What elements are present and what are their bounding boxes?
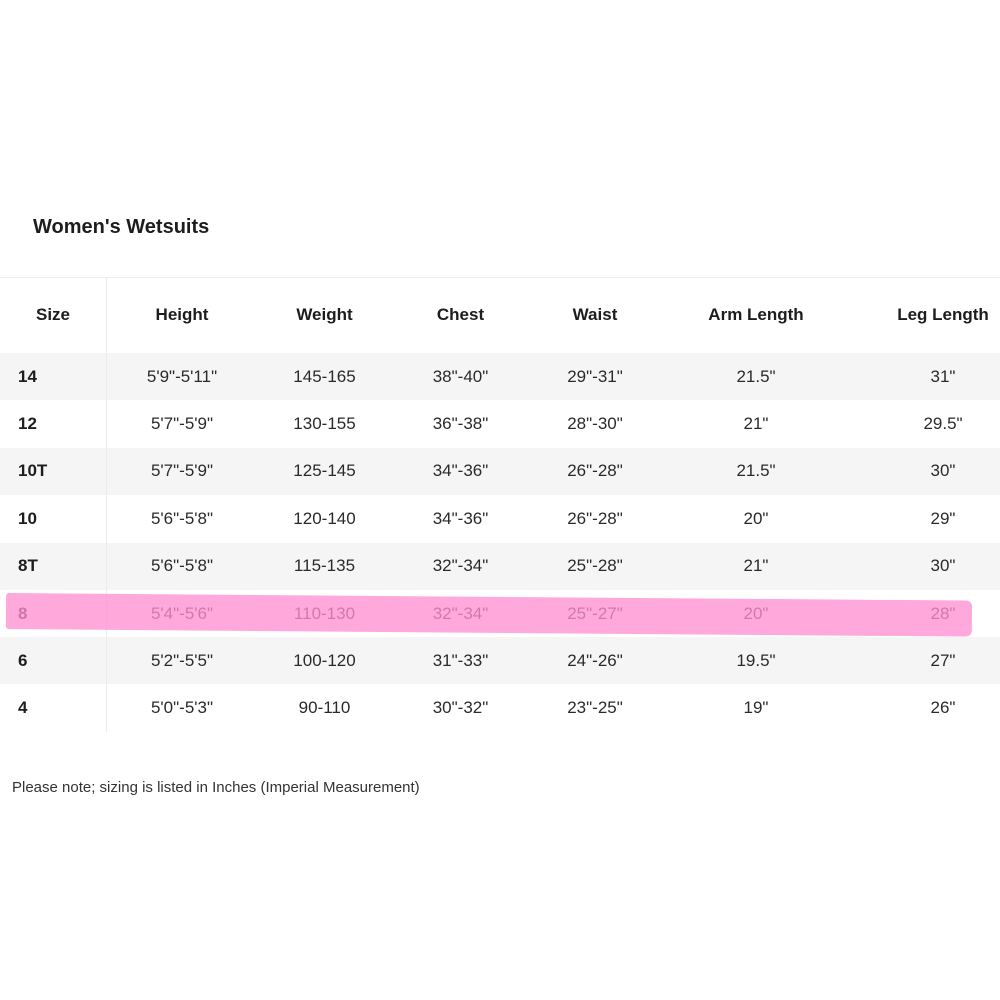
weight-cell: 100-120 <box>293 650 356 670</box>
weight-cell: 120-140 <box>293 508 356 528</box>
size-cell: 12 <box>18 413 37 433</box>
chest-cell: 32"-34" <box>432 556 489 576</box>
leg-length-cell: 30" <box>930 461 956 481</box>
leg-length-cell: 31" <box>930 366 956 386</box>
size-column-divider <box>106 277 107 732</box>
arm-length-cell: 21" <box>743 556 769 576</box>
leg-length-cell: 26" <box>930 698 956 718</box>
table-header-row <box>0 277 1000 353</box>
leg-length-cell: 27" <box>930 650 956 670</box>
height-cell: 5'2"-5'5" <box>150 650 214 670</box>
chest-cell: 34"-36" <box>432 461 489 481</box>
arm-length-cell: 21" <box>743 413 769 433</box>
arm-length-cell: 21.5" <box>736 366 776 386</box>
chest-cell: 31"-33" <box>432 650 489 670</box>
height-cell: 5'0"-5'3" <box>150 698 214 718</box>
size-cell: 6 <box>18 650 28 670</box>
leg-length-cell: 30" <box>930 556 956 576</box>
arm-length-cell: 19.5" <box>736 650 776 670</box>
waist-cell: 26"-28" <box>567 461 623 481</box>
weight-cell: 125-145 <box>293 461 356 481</box>
column-header-height: Height <box>155 305 209 324</box>
column-header-waist: Waist <box>572 305 618 324</box>
size-cell: 4 <box>18 698 28 718</box>
column-header-size: Size <box>35 305 71 324</box>
table-row <box>0 637 1000 684</box>
size-cell: 14 <box>18 366 37 386</box>
table-row <box>0 495 1000 542</box>
waist-cell: 23"-25" <box>567 698 623 718</box>
weight-cell: 130-155 <box>293 413 356 433</box>
waist-cell: 28"-30" <box>567 413 623 433</box>
table-row <box>0 400 1000 447</box>
chest-cell: 38"-40" <box>432 366 489 386</box>
leg-length-cell: 29.5" <box>923 413 963 433</box>
column-header-weight: Weight <box>296 305 353 324</box>
size-cell: 8T <box>18 556 38 576</box>
size-8-highlight-marker <box>6 593 972 637</box>
sizing-footnote: Please note; sizing is listed in Inches (Imperial Measurement) <box>12 779 420 796</box>
height-cell: 5'6"-5'8" <box>150 556 214 576</box>
height-cell: 5'9"-5'11" <box>146 366 218 386</box>
column-header-leg-length: Leg Length <box>897 305 989 324</box>
table-row <box>0 543 1000 590</box>
waist-cell: 24"-26" <box>567 650 623 670</box>
table-row <box>0 685 1000 732</box>
arm-length-cell: 21.5" <box>736 461 776 481</box>
weight-cell: 90-110 <box>298 698 351 718</box>
column-header-chest: Chest <box>436 305 485 324</box>
size-cell: 10 <box>18 508 37 528</box>
chest-cell: 34"-36" <box>432 508 489 528</box>
height-cell: 5'7"-5'9" <box>150 461 214 481</box>
height-cell: 5'7"-5'9" <box>150 413 214 433</box>
chest-cell: 36"-38" <box>432 413 489 433</box>
waist-cell: 25"-28" <box>567 556 623 576</box>
leg-length-cell: 29" <box>930 508 956 528</box>
waist-cell: 26"-28" <box>567 508 623 528</box>
chest-cell: 30"-32" <box>432 698 489 718</box>
column-header-arm-length: Arm Length <box>708 305 804 324</box>
waist-cell: 29"-31" <box>567 366 623 386</box>
size-chart-table <box>0 277 1000 732</box>
height-cell: 5'6"-5'8" <box>150 508 214 528</box>
weight-cell: 115-135 <box>293 556 356 576</box>
arm-length-cell: 19" <box>743 698 769 718</box>
table-row <box>0 353 1000 400</box>
size-cell: 10T <box>18 461 48 481</box>
arm-length-cell: 20" <box>743 508 769 528</box>
weight-cell: 145-165 <box>293 366 356 386</box>
table-row <box>0 448 1000 495</box>
page-title: Women's Wetsuits <box>33 216 210 238</box>
